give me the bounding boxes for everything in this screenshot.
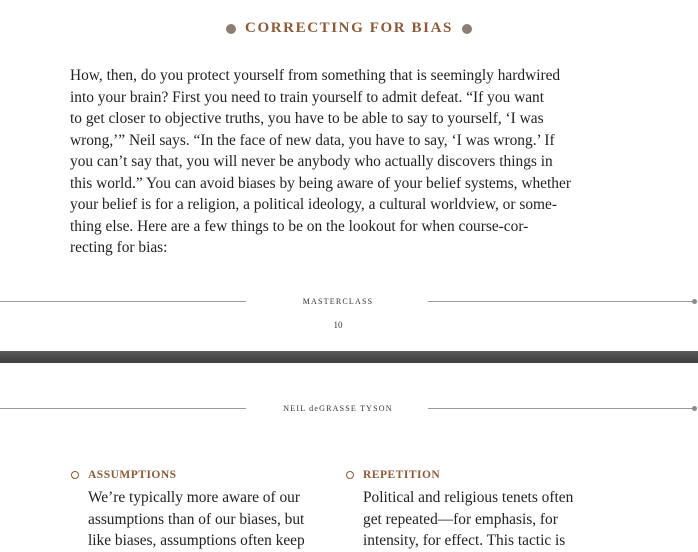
bullet-dot-icon <box>226 24 236 34</box>
ring-bullet-icon <box>346 471 354 479</box>
body-paragraph <box>70 65 630 259</box>
column-heading-text: ASSUMPTIONS <box>88 469 177 481</box>
footer-brand-label: MASTERCLASS <box>302 297 374 306</box>
ring-bullet-icon <box>71 471 79 479</box>
page-11 <box>0 363 698 549</box>
column-line: like biases, assumptions often keep <box>88 532 305 549</box>
body-line: thing else. Here are a few things to be on the lookout for when course-cor- <box>70 217 529 235</box>
header-rule-right <box>428 408 694 409</box>
body-line: you can’t say that, you will never be anybody who actually discovers things in <box>70 153 553 170</box>
body-line: this world.” You can avoid biases by being aware of your belief systems, whether <box>70 174 571 192</box>
section-title <box>0 20 698 37</box>
bullet-dot-icon <box>462 24 472 34</box>
body-line: to get closer to objective truths, you have to be able to say to yourself, ‘I was <box>70 110 544 127</box>
rule-end-dot-icon <box>692 299 697 304</box>
body-line: recting for bias: <box>70 239 168 256</box>
column-repetition <box>346 469 606 552</box>
column-heading <box>346 469 606 481</box>
column-line: intensity, for effect. This tactic is <box>363 532 566 549</box>
body-line: your belief is for a religion, a political ideology, a cultural worldview, or some- <box>70 196 557 213</box>
column-heading-text: REPETITION <box>363 469 441 481</box>
body-line: How, then, do you protect yourself from something that is seemingly hardwired <box>70 67 561 84</box>
body-line: wrong,’” Neil says. “In the face of new data, you have to say, ‘I was wrong.’ If <box>70 131 555 149</box>
column-body <box>88 487 331 552</box>
body-line: into your brain? First you need to train yourself to admit defeat. “If you want <box>70 88 544 106</box>
column-line: Political and religious tenets often <box>363 489 574 506</box>
section-title-text: CORRECTING FOR BIAS <box>245 20 453 36</box>
footer-rule-right <box>428 301 694 302</box>
column-line: assumptions than of our biases, but <box>88 510 305 528</box>
page-divider <box>0 351 698 363</box>
column-body <box>363 487 606 552</box>
column-assumptions <box>71 469 331 552</box>
rule-end-dot-icon <box>692 406 697 411</box>
header-author-label: NEIL deGRASSE TYSON <box>283 404 393 413</box>
page-number: 10 <box>333 320 343 330</box>
column-heading <box>71 469 331 481</box>
column-line: get repeated—for emphasis, for <box>363 510 558 528</box>
column-line: We’re typically more aware of our <box>88 489 300 506</box>
